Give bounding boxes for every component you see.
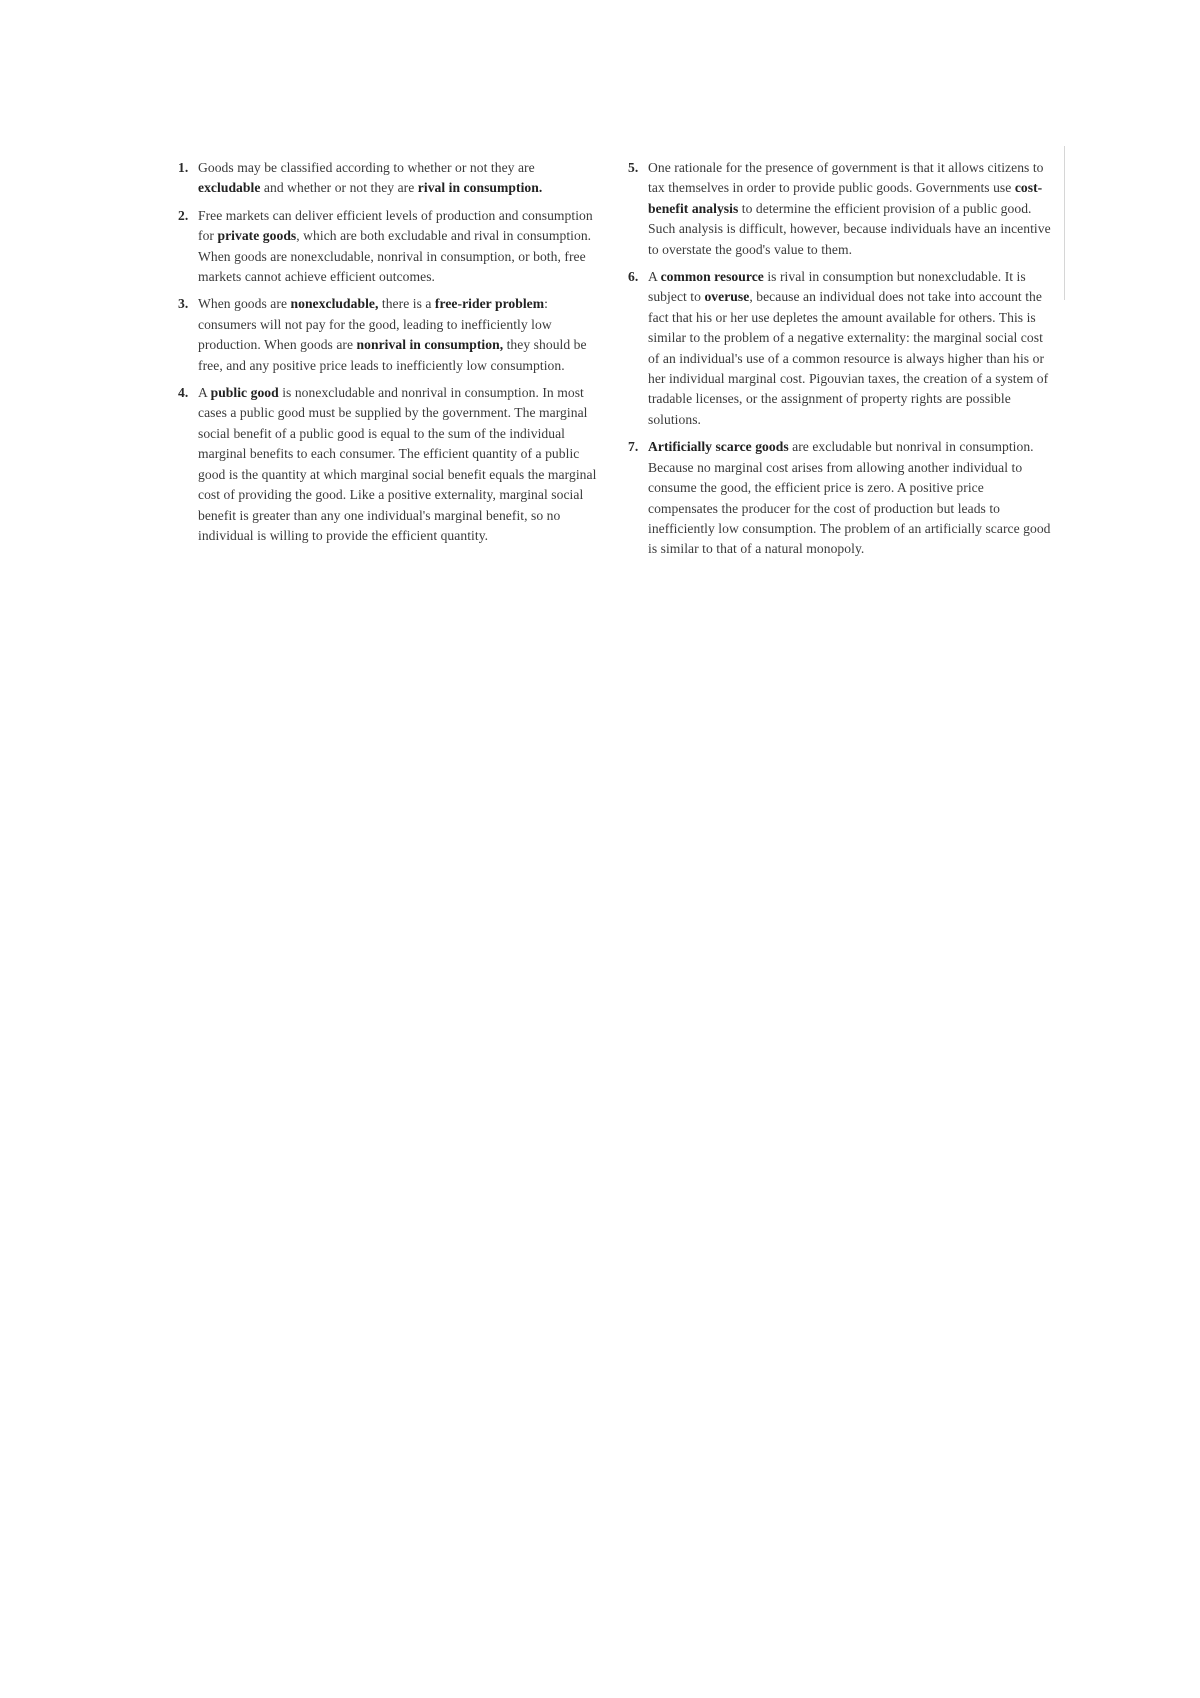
item-number: 3.: [178, 296, 189, 312]
key-term: common resource: [660, 269, 764, 285]
key-term: nonexcludable,: [290, 296, 379, 312]
key-term: free-rider problem: [434, 296, 545, 312]
item-text: A: [648, 269, 661, 285]
item-text: Goods may be classified according to whether or not they are: [198, 160, 535, 175]
item-number: 7.: [628, 439, 639, 455]
key-term: overuse: [704, 289, 750, 305]
key-term: private goods: [217, 228, 297, 244]
key-term: rival in consumption.: [417, 180, 543, 196]
key-term: Artificially scarce goods: [648, 439, 789, 455]
summary-item: [178, 294, 598, 376]
item-text: they should be free, and any positive price leads to inefficiently low consumption.: [198, 337, 587, 373]
summary-right-column: [628, 158, 1053, 567]
item-text: When goods are: [198, 296, 291, 312]
item-text: there is a: [378, 296, 435, 312]
item-number: 1.: [178, 160, 189, 175]
column-divider: [1064, 146, 1065, 300]
item-number: 5.: [628, 160, 639, 175]
item-text: , because an individual does not take into account the fact that his or her use depletes the amount available for others. This is similar to the problem of a negative externality: the marginal social cost of an individual's use of a common resource is always higher than his or her individual marginal cost. Pigouvian taxes, the creation of a system of tradable licenses, or the assignment of property rights are possible solutions.: [648, 289, 1049, 427]
item-number: 2.: [178, 207, 189, 223]
item-text: One rationale for the presence of government is that it allows citizens to tax themselves in order to provide public goods. Governments use: [648, 160, 1044, 196]
item-number: 4.: [178, 385, 189, 401]
item-text: is rival in consumption but nonexcludable. It is subject to: [648, 269, 1026, 305]
item-text: to determine the efficient provision of a public good. Such analysis is difficult, however, because individuals have an incentive to overstate the good's value to them.: [648, 200, 1051, 257]
item-text: , which are both excludable and rival in consumption. When goods are nonexcludable, nonrival in consumption, or both, free markets cannot achieve efficient outcomes.: [198, 228, 592, 285]
summary-item: [178, 158, 598, 199]
summary-item: [178, 206, 598, 288]
item-text: A: [198, 385, 211, 401]
item-text: Free markets can deliver efficient levels of production and consumption for: [198, 207, 593, 244]
item-text: is nonexcludable and nonrival in consumption. In most cases a public good must be supplied by the government. The marginal social benefit of a public good is equal to the sum of the individual marginal benefits to each consumer. The efficient quantity of a public good is the quantity at which marginal social benefit equals the marginal cost of providing the good. Like a positive externality, marginal social benefit is greater than any one individual's marginal benefit, so no individual is willing to provide the efficient quantity.: [198, 385, 597, 543]
item-text: : consumers will not pay for the good, leading to inefficiently low production. When goods are: [198, 296, 552, 353]
key-term: cost-benefit analysis: [648, 180, 1043, 216]
key-term: public good: [210, 385, 279, 401]
summary-left-column: [178, 158, 598, 553]
item-number: 6.: [628, 269, 639, 285]
summary-item: [178, 383, 598, 546]
key-term: excludable: [198, 180, 261, 196]
key-term: nonrival in consumption,: [356, 337, 504, 353]
item-text: and whether or not they are: [260, 180, 418, 196]
summary-item: [628, 267, 1053, 430]
item-text: are excludable but nonrival in consumption. Because no marginal cost arises from allowing another individual to consume the good, the efficient price is zero. A positive price compensates the producer for the cost of production but leads to inefficiently low consumption. The problem of an artificially scarce good is similar to that of a natural monopoly.: [648, 439, 1051, 557]
summary-item: [628, 437, 1053, 559]
summary-item: [628, 158, 1053, 260]
